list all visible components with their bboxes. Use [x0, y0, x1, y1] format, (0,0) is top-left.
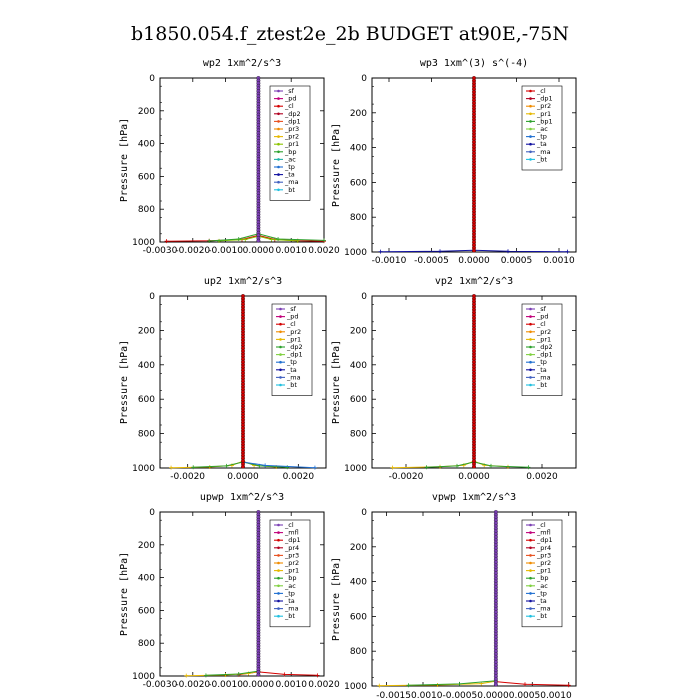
legend-marker	[529, 323, 532, 326]
y-tick-label: 0	[149, 74, 155, 84]
legend-label: _ta	[537, 365, 547, 374]
legend-label: _pd	[285, 94, 297, 103]
x-tick-label: 0.0000	[227, 472, 259, 482]
data-point	[224, 464, 228, 468]
data-point	[257, 673, 261, 677]
y-tick-label: 800	[349, 429, 367, 440]
legend-marker	[529, 90, 532, 93]
y-tick-label: 200	[349, 326, 367, 337]
panels-group	[119, 58, 576, 700]
legend-marker	[529, 531, 532, 534]
legend-marker	[529, 158, 532, 161]
y-tick-label: 1000	[344, 464, 367, 474]
legend-label: _sf	[537, 305, 546, 313]
y-tick-label: 200	[349, 542, 367, 553]
legend-label: _tp	[285, 163, 295, 171]
legend-label: _sf	[285, 87, 294, 95]
legend-marker	[277, 585, 280, 588]
x-tick-label: -0.0020	[175, 246, 211, 256]
legend-marker	[529, 592, 532, 595]
panel-title: up2 1xm^2/s^3	[203, 276, 283, 287]
legend-marker	[279, 369, 282, 372]
legend-marker	[279, 308, 282, 311]
legend-marker	[529, 353, 532, 356]
legend-marker	[277, 158, 280, 161]
legend-label: _pr2	[537, 327, 552, 336]
legend-marker	[277, 113, 280, 116]
y-tick-label: 600	[137, 395, 155, 406]
data-point	[390, 466, 394, 470]
y-tick-label: 200	[137, 326, 155, 337]
y-tick-label: 1000	[132, 464, 155, 474]
data-point	[191, 465, 195, 469]
x-tick-label: 0.0010	[275, 680, 307, 690]
y-tick-label: 800	[137, 205, 155, 216]
legend-label: _bt	[537, 612, 547, 621]
data-point	[406, 683, 410, 687]
legend-label: _cl	[285, 521, 294, 529]
data-point	[237, 672, 241, 676]
legend-label: _ac	[537, 581, 548, 590]
legend-label: _tp	[537, 132, 547, 141]
legend-marker	[279, 384, 282, 387]
data-point	[457, 682, 461, 686]
legend-marker	[529, 308, 532, 311]
legend-marker	[279, 376, 282, 379]
legend-marker	[279, 353, 282, 356]
legend-marker	[529, 577, 532, 580]
legend-label: _mfl	[537, 528, 551, 537]
legend-marker	[277, 97, 280, 100]
legend-marker	[277, 569, 280, 572]
legend-marker	[529, 607, 532, 610]
legend-marker	[529, 547, 532, 550]
x-tick-label: 0.0010	[543, 256, 575, 266]
chart-panel-1	[331, 58, 576, 266]
legend-label: _dp2	[285, 109, 301, 118]
legend-label: _bp	[537, 574, 549, 583]
data-point	[377, 684, 381, 688]
x-tick-label: 0.0010	[275, 246, 307, 256]
x-tick-label: -0.0020	[388, 472, 424, 482]
legend-marker	[279, 361, 282, 364]
data-point	[472, 465, 476, 469]
chart-panel-2	[119, 276, 326, 482]
legend-marker	[277, 120, 280, 123]
y-tick-label: 1000	[344, 682, 367, 692]
legend-label: _pr4	[537, 543, 552, 552]
legend-marker	[529, 143, 532, 146]
y-tick-label: 200	[137, 106, 155, 117]
legend-marker	[279, 346, 282, 349]
y-tick-label: 0	[361, 292, 367, 302]
legend-label: _ac	[285, 155, 296, 164]
legend-label: _ma	[537, 147, 551, 156]
legend-label: _ta	[285, 170, 295, 179]
legend-label: _ta	[537, 140, 547, 149]
data-point	[276, 237, 280, 241]
legend-label: _bt	[537, 155, 547, 164]
legend-label: _pr1	[537, 335, 552, 344]
data-point	[455, 464, 459, 468]
y-tick-label: 400	[349, 360, 367, 371]
data-point	[263, 463, 267, 467]
figure-title: b1850.054.f_ztest2e_2b BUDGET at90E,-75N	[130, 23, 570, 45]
legend-label: _cl	[537, 320, 546, 329]
y-axis-label: Pressure [hPa]	[119, 339, 130, 425]
y-axis-label: Pressure [hPa]	[331, 339, 342, 425]
legend-label: _pr2	[537, 102, 552, 111]
legend-label: _tp	[287, 358, 297, 367]
legend-label: _bp	[285, 147, 297, 156]
legend-label: _pd	[537, 312, 549, 321]
x-tick-label: 0.0005	[500, 256, 533, 266]
legend-marker	[529, 338, 532, 341]
y-tick-label: 0	[149, 292, 155, 302]
data-point	[313, 466, 317, 470]
legend-label: _pr4	[285, 543, 300, 552]
data-point	[237, 237, 241, 241]
legend-marker	[277, 531, 280, 534]
legend-label: _ta	[537, 597, 547, 605]
x-tick-label: 0.0020	[308, 246, 340, 256]
chart-panel-0	[119, 58, 340, 256]
legend-marker	[529, 128, 532, 131]
legend-marker	[529, 135, 532, 138]
data-point	[506, 249, 510, 253]
legend-marker	[529, 524, 532, 527]
data-point	[567, 683, 571, 687]
y-tick-label: 1000	[132, 672, 155, 682]
legend-marker	[277, 539, 280, 542]
x-tick-label: -0.0020	[170, 472, 206, 482]
legend-marker	[529, 539, 532, 542]
legend-label: _bt	[287, 381, 297, 389]
y-tick-label: 0	[361, 74, 367, 84]
legend-label: _tp	[285, 589, 295, 598]
legend-marker	[529, 361, 532, 364]
legend-label: _bp1	[537, 117, 553, 126]
legend-marker	[277, 547, 280, 550]
y-tick-label: 600	[349, 612, 367, 623]
legend-marker	[279, 338, 282, 341]
y-tick-label: 400	[349, 143, 367, 154]
legend-label: _tp	[537, 589, 547, 598]
legend-label: _cl	[537, 87, 546, 95]
legend-label: _ta	[287, 365, 297, 374]
legend-marker	[277, 143, 280, 146]
y-tick-label: 0	[149, 508, 155, 518]
x-tick-label: 0.0000	[242, 246, 275, 256]
legend-marker	[277, 90, 280, 93]
legend-label: _pr2	[285, 132, 300, 141]
legend-label: _mfl	[285, 528, 299, 537]
data-point	[526, 465, 530, 469]
legend-label: _cl	[537, 521, 546, 529]
panel-title: vpwp 1xm^2/s^3	[431, 492, 517, 503]
legend-label: _cl	[287, 320, 296, 329]
data-point	[472, 249, 476, 253]
y-tick-label: 400	[137, 139, 155, 150]
legend-label: _pr2	[285, 559, 300, 567]
series-line-dp2	[426, 462, 528, 467]
legend-label: _dp1	[285, 117, 301, 126]
x-tick-label: -0.0010	[208, 246, 243, 256]
chart-panel-4	[119, 492, 340, 690]
y-tick-label: 1000	[132, 238, 155, 248]
y-tick-label: 200	[349, 108, 367, 119]
legend-label: _dp1	[537, 536, 553, 545]
data-point	[379, 250, 383, 254]
legend-label: _dp2	[287, 343, 303, 351]
x-tick-label: 0.0020	[526, 472, 558, 482]
data-point	[494, 683, 498, 687]
legend-label: _pr2	[537, 559, 552, 567]
legend-marker	[279, 323, 282, 326]
legend-label: _ma	[287, 373, 301, 382]
data-point	[489, 464, 493, 468]
legend-marker	[529, 384, 532, 387]
legend-label: _ac	[285, 581, 296, 590]
y-axis-label: Pressure [hPa]	[119, 117, 130, 203]
data-point	[257, 239, 261, 243]
legend-label: _dp2	[537, 343, 553, 351]
panel-title: wp2 1xm^2/s^3	[202, 58, 282, 69]
panel-title: wp3 1xm^(3) s^(-4)	[419, 58, 529, 69]
data-point	[438, 249, 442, 253]
y-tick-label: 800	[349, 647, 367, 658]
legend-marker	[277, 105, 280, 108]
legend-marker	[529, 569, 532, 572]
legend-marker	[277, 128, 280, 131]
y-tick-label: 0	[361, 508, 367, 518]
y-tick-label: 1000	[344, 248, 367, 258]
y-tick-label: 200	[137, 540, 155, 551]
x-tick-label: 0.0000	[242, 680, 275, 690]
legend-label: _ma	[537, 373, 551, 382]
legend-label: _ma	[537, 604, 551, 613]
legend-label: _pr3	[285, 125, 300, 133]
legend-label: _ma	[285, 178, 299, 187]
x-tick-label: 0.0000	[458, 256, 490, 266]
data-point	[424, 465, 428, 469]
x-tick-label: -0.0010	[371, 256, 407, 266]
x-tick-label: -0.0010	[208, 680, 243, 690]
legend-marker	[277, 189, 280, 192]
x-tick-label: 0.0020	[282, 472, 315, 482]
legend-label: _bt	[285, 185, 295, 194]
data-point	[315, 673, 319, 677]
y-tick-label: 400	[137, 360, 155, 371]
legend-marker	[529, 615, 532, 618]
legend-label: _pr1	[287, 335, 302, 344]
x-tick-label: -0.0030	[142, 680, 178, 690]
legend-marker	[277, 173, 280, 176]
legend-marker	[277, 607, 280, 610]
legend-marker	[529, 346, 532, 349]
y-axis-label: Pressure [hPa]	[119, 551, 130, 637]
y-axis-label: Pressure [hPa]	[331, 122, 342, 208]
legend-marker	[277, 166, 280, 169]
x-tick-label: -0.0005	[414, 256, 449, 266]
legend-marker	[279, 315, 282, 318]
legend-label: _pr1	[537, 566, 552, 575]
x-tick-label: -0.0030	[142, 246, 178, 256]
legend-marker	[277, 554, 280, 557]
legend-label: _ta	[285, 597, 295, 605]
legend-marker	[529, 120, 532, 123]
x-tick-label: -0.0020	[175, 680, 211, 690]
legend-marker	[277, 577, 280, 580]
chart-panel-5	[331, 492, 576, 700]
legend-marker	[277, 562, 280, 565]
legend-label: _bp	[285, 574, 297, 583]
legend-marker	[277, 600, 280, 603]
x-tick-labels: -0.00150.0010-0.00050.00000.00050.0010	[376, 691, 572, 700]
legend-marker	[529, 376, 532, 379]
legend-marker	[529, 331, 532, 334]
legend-label: _cl	[285, 102, 294, 111]
data-point	[204, 673, 208, 677]
legend-marker	[529, 585, 532, 588]
legend-label: _tp	[537, 358, 547, 367]
legend-marker	[279, 331, 282, 334]
legend-marker	[529, 113, 532, 116]
legend-marker	[277, 615, 280, 618]
y-tick-label: 400	[349, 577, 367, 588]
y-tick-label: 600	[137, 606, 155, 617]
data-point	[566, 250, 570, 254]
y-tick-label: 800	[349, 213, 367, 224]
y-tick-label: 600	[349, 395, 367, 406]
legend-marker	[277, 135, 280, 138]
y-tick-label: 600	[349, 178, 367, 189]
series-line-dp2	[193, 462, 287, 467]
legend-label: _dp1	[285, 536, 301, 545]
legend-marker	[529, 369, 532, 372]
data-point	[184, 674, 188, 678]
data-point	[241, 465, 245, 469]
legend-label: _pr3	[285, 551, 300, 560]
y-tick-label: 400	[137, 573, 155, 584]
y-tick-label: 800	[137, 639, 155, 650]
data-point	[165, 239, 169, 243]
legend-marker	[529, 554, 532, 557]
legend-label: _dp1	[537, 94, 553, 103]
legend-marker	[529, 315, 532, 318]
y-axis-label: Pressure [hPa]	[331, 556, 342, 642]
legend-label: _ac	[537, 125, 548, 133]
legend-marker	[529, 600, 532, 603]
legend-marker	[277, 151, 280, 154]
legend-marker	[277, 181, 280, 184]
x-tick-label: 0.0000	[458, 472, 490, 482]
legend-marker	[529, 562, 532, 565]
legend-marker	[529, 97, 532, 100]
data-point	[169, 466, 173, 470]
legend-label: _ma	[285, 604, 299, 613]
legend-label: _sf	[287, 305, 296, 313]
panel-title: upwp 1xm^2/s^3	[199, 492, 285, 503]
y-tick-label: 800	[137, 429, 155, 440]
legend-label: _pr1	[285, 140, 300, 149]
chart-panel-3	[331, 276, 576, 482]
legend-marker	[529, 151, 532, 154]
y-tick-label: 600	[137, 172, 155, 183]
legend-label: _pd	[287, 312, 299, 321]
legend-label: _dp1	[287, 350, 303, 359]
panel-title: vp2 1xm^2/s^3	[434, 276, 514, 287]
legend-label: _pr1	[537, 109, 552, 118]
legend-marker	[277, 524, 280, 527]
legend-label: _bt	[285, 612, 295, 621]
legend-label: _dp1	[537, 350, 553, 359]
legend-label: _pr3	[537, 551, 552, 560]
x-tick-label: 0.0020	[308, 680, 340, 690]
legend-label: _pr2	[287, 327, 302, 336]
legend-marker	[277, 592, 280, 595]
legend-marker	[529, 105, 532, 108]
legend-label: _pr1	[285, 566, 300, 575]
legend-label: _bt	[537, 381, 547, 389]
